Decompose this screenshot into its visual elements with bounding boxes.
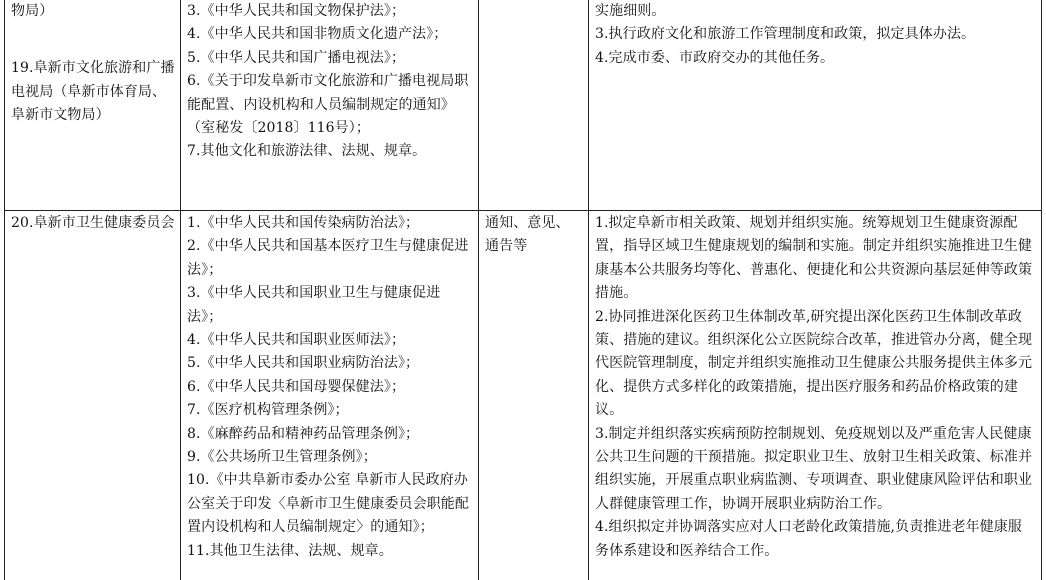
document-type: 通知、意见、通告等	[485, 215, 570, 255]
legal-basis-item: 7.其他文化和旅游法律、法规、规章。	[187, 143, 427, 160]
department-cell	[5, 211, 181, 580]
legal-basis-item: 11.其他卫生法律、法规、规章。	[187, 542, 393, 559]
duty-item: 4.组织拟定并协调落实应对人口老龄化政策措施,负责推进老年健康服务体系建设和医养结合工作。	[595, 519, 1023, 559]
duty-item: 2.协同推进深化医药卫生体制改革,研究提出深化医药卫生体制改革政策、措施的建议。组织深化公立医院综合改革，推进管办分离，健全现代医院管理制度，制定并组织实施推动卫生健康公共服务提供主体多元化、提供方式多样化的政策措施，提出医疗服务和药品价格政策的建议。	[595, 308, 1033, 419]
legal-basis-item: 4.《中华人民共和国职业医师法》；	[187, 332, 406, 349]
legal-basis-item: 1.《中华人民共和国传染病防治法》；	[187, 215, 420, 231]
department-name: 19.阜新市文化旅游和广播电视局（阜新市体育局、阜新市文物局）	[11, 60, 175, 124]
legal-basis-item: 5.《中华人民共和国广播电视法》；	[187, 49, 406, 66]
duty-item: 3.制定并组织落实疾病预防控制规划、免疫规划以及严重危害人民健康公共卫生问题的干预措施。拟定职业卫生、放射卫生相关政策、标准并组织实施，开展重点职业病监测、专项调查、职业健康风险评估和职业人群健康管理工作，协调开展职业病防治工作。	[595, 425, 1033, 512]
responsibility-table	[4, 0, 1042, 580]
department-name: 20.阜新市卫生健康委员会	[11, 215, 175, 231]
legal-basis-item: 2.《中华人民共和国基本医疗卫生与健康促进法》；	[187, 238, 469, 278]
duty-item: 1.拟定阜新市相关政策、规划并组织实施。统筹规划卫生健康资源配置，指导区域卫生健康规划的编制和实施。制定并组织实施推进卫生健康基本公共服务均等化、普惠化、便捷化和公共资源向基层延伸等政策措施。	[595, 215, 1033, 302]
legal-basis-item: 4.《中华人民共和国非物质文化遗产法》；	[187, 26, 448, 43]
department-cell	[5, 0, 181, 211]
department-prefix: 物局）	[11, 3, 54, 19]
legal-basis-item: 7.《医疗机构管理条例》；	[187, 402, 349, 419]
legal-basis-item: 6.《中华人民共和国母婴保健法》；	[187, 378, 406, 395]
legal-basis-item: 8.《麻醉药品和精神药品管理条例》；	[187, 425, 420, 442]
document-type-cell	[479, 0, 589, 211]
legal-basis-item: 6.《关于印发阜新市文化旅游和广播电视局职能配置、内设机构和人员编制规定的通知》（室秘发〔2018〕116号）；	[187, 73, 469, 137]
duty-item: 4.完成市委、市政府交办的其他任务。	[595, 49, 835, 66]
duty-item: 3.执行政府文化和旅游工作管理制度和政策，拟定具体办法。	[595, 26, 976, 43]
table-row-19	[5, 0, 1042, 211]
legal-basis-item: 5.《中华人民共和国职业病防治法》；	[187, 355, 420, 372]
table-row-20	[5, 211, 1042, 580]
duties-cell	[589, 0, 1042, 211]
legal-basis-item: 3.《中华人民共和国文物保护法》；	[187, 3, 406, 19]
legal-basis-item: 10.《中共阜新市委办公室 阜新市人民政府办公室关于印发〈阜新市卫生健康委员会职能配置内设机构和人员编制规定〉的通知》；	[187, 472, 469, 536]
duties-cell	[589, 211, 1042, 580]
duty-item: 实施细则。	[595, 3, 666, 19]
legal-basis-cell	[181, 0, 479, 211]
document-type-cell	[479, 211, 589, 580]
legal-basis-cell	[181, 211, 479, 580]
legal-basis-item: 3.《中华人民共和国职业卫生与健康促进法》；	[187, 285, 441, 325]
legal-basis-item: 9.《公共场所卫生管理条例》；	[187, 449, 377, 466]
